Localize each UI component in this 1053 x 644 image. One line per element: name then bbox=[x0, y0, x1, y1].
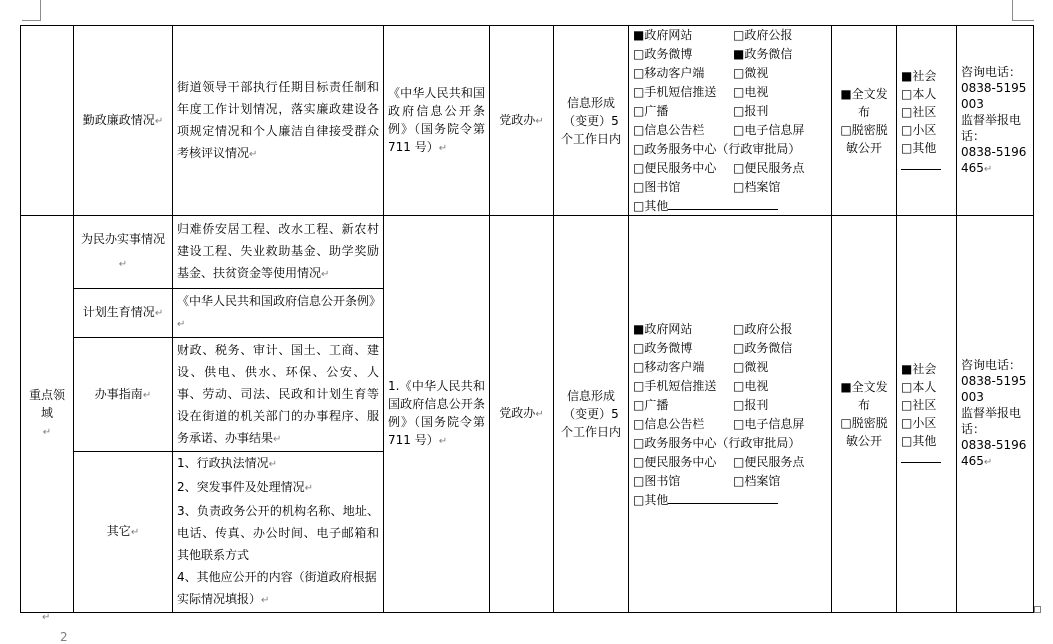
channel-option[interactable] bbox=[733, 339, 827, 357]
scope-option[interactable] bbox=[836, 378, 892, 414]
channel-option[interactable] bbox=[633, 453, 733, 471]
audience-option[interactable] bbox=[901, 103, 952, 121]
unchecked-box-icon: □ bbox=[633, 492, 645, 507]
channel-option[interactable] bbox=[733, 159, 827, 177]
channel-option[interactable] bbox=[733, 320, 827, 338]
content-cell: 财政、税务、审计、国土、工商、建设、供电、供水、环保、公安、人事、劳动、司法、民政和计划生育等设在街道的机关部门的办事程序、服务承诺、办事结果↵ bbox=[173, 338, 384, 452]
consult-phone: 0838-5195003 bbox=[961, 374, 1027, 404]
unchecked-box-icon: □ bbox=[733, 473, 745, 488]
contact-cell bbox=[957, 26, 1034, 216]
channel-option[interactable] bbox=[633, 472, 733, 490]
fill-in-blank[interactable] bbox=[668, 197, 778, 210]
fill-in-blank[interactable] bbox=[901, 157, 941, 170]
consult-label: 咨询电话： bbox=[961, 358, 1022, 372]
channel-option[interactable] bbox=[733, 472, 827, 490]
unchecked-box-icon: □ bbox=[901, 86, 913, 101]
content-line: 2、突发事件及处理情况↵ bbox=[177, 480, 314, 494]
checkbox-label: 档案馆 bbox=[744, 180, 781, 194]
checkbox-label: 图书馆 bbox=[644, 180, 681, 194]
unchecked-box-icon: □ bbox=[733, 66, 745, 80]
checkbox-label: 移动客户端 bbox=[644, 66, 705, 80]
unchecked-box-icon: □ bbox=[733, 28, 745, 42]
content-cell: 《中华人民共和国政府信息公开条例》↵ bbox=[173, 289, 384, 338]
fill-in-blank[interactable] bbox=[901, 450, 941, 463]
channel-option[interactable] bbox=[633, 140, 827, 158]
channel-option[interactable] bbox=[733, 396, 827, 414]
checkbox-label: 便民服务点 bbox=[744, 454, 805, 469]
unchecked-box-icon: □ bbox=[733, 416, 745, 431]
channel-option[interactable] bbox=[633, 64, 733, 82]
unchecked-box-icon: □ bbox=[633, 359, 645, 374]
time-cell: 信息形成（变更）5 个工作日内 bbox=[554, 26, 629, 216]
channel-list bbox=[633, 320, 827, 509]
consult-label: 咨询电话： bbox=[961, 64, 1022, 79]
basis-cell: 1.《中华人民共和国政府信息公开条例》（国务院令第 711 号）↵ bbox=[384, 216, 490, 613]
basis-cell: 《中华人民共和国政府信息公开条例》（国务院令第 711 号）↵ bbox=[384, 26, 490, 216]
channel-option[interactable] bbox=[733, 102, 827, 120]
checkbox-label: 社区 bbox=[912, 398, 937, 412]
channel-option[interactable] bbox=[633, 178, 733, 196]
checkbox-label: 政府公报 bbox=[744, 321, 793, 336]
unchecked-box-icon: □ bbox=[633, 85, 645, 99]
scope-option[interactable] bbox=[836, 85, 892, 121]
checked-box-icon: ■ bbox=[840, 380, 852, 394]
checkbox-label: 移动客户端 bbox=[644, 359, 705, 374]
checkbox-label: 政务微博 bbox=[644, 47, 693, 61]
unchecked-box-icon: □ bbox=[901, 434, 913, 448]
checked-box-icon: ■ bbox=[901, 362, 913, 376]
unchecked-box-icon: □ bbox=[901, 398, 913, 412]
checkbox-label: 其他 bbox=[644, 199, 669, 213]
unchecked-box-icon: □ bbox=[633, 161, 645, 175]
channel-option[interactable] bbox=[633, 26, 733, 44]
checkbox-label: 手机短信推送 bbox=[644, 378, 717, 393]
checkbox-label: 广播 bbox=[644, 397, 669, 412]
checkbox-label: 政务微博 bbox=[644, 340, 693, 355]
unchecked-box-icon: □ bbox=[633, 473, 645, 488]
unchecked-box-icon: □ bbox=[733, 359, 745, 374]
unchecked-box-icon: □ bbox=[901, 380, 913, 394]
channels-cell bbox=[629, 26, 832, 216]
checkbox-label: 手机短信推送 bbox=[644, 85, 717, 99]
checkbox-label: 报刊 bbox=[744, 104, 769, 118]
consult-phone: 0838-5195003 bbox=[961, 80, 1027, 111]
channel-option[interactable] bbox=[733, 64, 827, 82]
checkbox-label: 广播 bbox=[644, 104, 669, 118]
checkbox-label: 图书馆 bbox=[644, 473, 681, 488]
checkbox-label: 电视 bbox=[744, 85, 769, 99]
channel-option[interactable] bbox=[733, 178, 827, 196]
item-cell: 计划生育情况↵ bbox=[74, 289, 173, 338]
checkbox-label: 信息公告栏 bbox=[644, 416, 705, 431]
channel-option[interactable] bbox=[633, 320, 733, 338]
checkbox-label: 小区 bbox=[912, 122, 937, 137]
checkbox-label: 报刊 bbox=[744, 397, 769, 412]
unchecked-box-icon: □ bbox=[633, 104, 645, 118]
channel-option[interactable] bbox=[733, 45, 827, 63]
unchecked-box-icon: □ bbox=[633, 199, 645, 213]
channel-option[interactable] bbox=[633, 159, 733, 177]
checkbox-label: 全文发布 bbox=[851, 380, 888, 412]
checkbox-label: 便民服务点 bbox=[744, 161, 805, 175]
item-cell: 其它↵ bbox=[74, 452, 173, 613]
content-cell: 归难侨安居工程、改水工程、新农村建设工程、失业救助基金、助学奖励基金、扶贫资金等使用情况↵ bbox=[173, 216, 384, 289]
unchecked-box-icon: □ bbox=[733, 104, 745, 118]
unchecked-box-icon: □ bbox=[733, 161, 745, 175]
disclosure-table bbox=[20, 25, 1034, 613]
checkbox-label: 本人 bbox=[912, 380, 937, 394]
channel-option[interactable] bbox=[633, 339, 733, 357]
content-line: 4、其他应公开的内容（街道政府根据实际情况填报）↵ bbox=[177, 570, 377, 606]
item-cell: 办事指南↵ bbox=[74, 338, 173, 452]
audience-option[interactable] bbox=[901, 85, 952, 103]
checkbox-label: 政务服务中心（行政审批局） bbox=[644, 142, 801, 156]
checked-box-icon: ■ bbox=[633, 321, 645, 336]
checkbox-label: 政务微信 bbox=[744, 47, 793, 61]
audience-option[interactable] bbox=[901, 378, 952, 396]
channel-option[interactable] bbox=[633, 434, 827, 452]
table-row bbox=[21, 26, 1034, 216]
checkbox-label: 便民服务中心 bbox=[644, 161, 717, 175]
crop-mark bbox=[1012, 20, 1034, 21]
checkbox-label: 全文发布 bbox=[851, 86, 888, 119]
checkbox-label: 电视 bbox=[744, 378, 769, 393]
checkbox-label: 微视 bbox=[744, 359, 769, 374]
channel-option[interactable] bbox=[633, 396, 733, 414]
checkbox-label: 其他 bbox=[912, 434, 937, 448]
channel-option[interactable] bbox=[633, 121, 733, 139]
channel-option[interactable] bbox=[733, 358, 827, 376]
checkbox-label: 政务服务中心（行政审批局） bbox=[644, 435, 801, 450]
audience-cell bbox=[897, 26, 957, 216]
channel-option[interactable] bbox=[633, 491, 827, 509]
checkbox-label: 档案馆 bbox=[744, 473, 781, 488]
channels-cell bbox=[629, 216, 832, 613]
scope-cell bbox=[832, 26, 897, 216]
checked-box-icon: ■ bbox=[733, 47, 745, 61]
audience-option[interactable] bbox=[901, 396, 952, 414]
crop-mark bbox=[40, 0, 41, 20]
scope-option[interactable] bbox=[836, 121, 892, 157]
checkbox-label: 社区 bbox=[912, 104, 937, 119]
dept-cell: 党政办↵ bbox=[490, 216, 554, 613]
table-row bbox=[21, 216, 1034, 289]
unchecked-box-icon: □ bbox=[840, 122, 852, 137]
checkbox-label: 政务微信 bbox=[744, 340, 793, 355]
unchecked-box-icon: □ bbox=[733, 378, 745, 393]
unchecked-box-icon: □ bbox=[633, 66, 645, 80]
checkbox-label: 本人 bbox=[912, 86, 937, 101]
content-cell bbox=[173, 452, 384, 613]
unchecked-box-icon: □ bbox=[733, 321, 745, 336]
channel-option[interactable] bbox=[633, 83, 733, 101]
audience-option[interactable] bbox=[901, 414, 952, 432]
checkbox-label: 政府公报 bbox=[744, 28, 793, 42]
time-cell: 信息形成（变更）5 个工作日内 bbox=[554, 216, 629, 613]
checkbox-label: 其他 bbox=[912, 140, 937, 155]
channel-option[interactable] bbox=[633, 377, 733, 395]
channel-option[interactable] bbox=[733, 415, 827, 433]
fill-in-blank[interactable] bbox=[668, 491, 778, 504]
item-cell: 为民办实事情况↵ bbox=[74, 216, 173, 289]
checked-box-icon: ■ bbox=[901, 68, 913, 83]
unchecked-box-icon: □ bbox=[633, 397, 645, 412]
unchecked-box-icon: □ bbox=[633, 47, 645, 61]
unchecked-box-icon: □ bbox=[733, 397, 745, 412]
content-cell: 街道领导干部执行任期目标责任制和年度工作计划情况，落实廉政建设各项规定情况和个人廉洁自律接受群众考核评议情况↵ bbox=[173, 26, 384, 216]
channel-option[interactable] bbox=[633, 197, 827, 215]
checked-box-icon: ■ bbox=[840, 86, 852, 101]
report-label: 监督举报电话： bbox=[961, 112, 1022, 143]
checkbox-label: 便民服务中心 bbox=[644, 454, 717, 469]
unchecked-box-icon: □ bbox=[633, 454, 645, 469]
category-cell bbox=[21, 26, 74, 216]
checkbox-label: 信息公告栏 bbox=[644, 123, 705, 137]
unchecked-box-icon: □ bbox=[733, 85, 745, 99]
unchecked-box-icon: □ bbox=[733, 454, 745, 469]
channel-option[interactable] bbox=[633, 415, 733, 433]
checkbox-label: 脱密脱敏公开 bbox=[845, 416, 888, 448]
report-phone: 0838-5196465↵ bbox=[961, 144, 1027, 175]
checkbox-label: 政府网站 bbox=[644, 28, 693, 42]
unchecked-box-icon: □ bbox=[633, 340, 645, 355]
channel-option[interactable] bbox=[633, 102, 733, 120]
unchecked-box-icon: □ bbox=[633, 142, 645, 156]
audience-option[interactable] bbox=[901, 360, 952, 378]
scope-cell bbox=[832, 216, 897, 613]
unchecked-box-icon: □ bbox=[901, 104, 913, 119]
checked-box-icon: ■ bbox=[633, 28, 645, 42]
checkbox-label: 脱密脱敏公开 bbox=[845, 122, 888, 155]
unchecked-box-icon: □ bbox=[633, 416, 645, 431]
channel-option[interactable] bbox=[733, 377, 827, 395]
table-end-marker bbox=[1034, 606, 1041, 613]
page-number: 2 bbox=[60, 630, 68, 644]
checkbox-label: 电子信息屏 bbox=[744, 123, 805, 137]
unchecked-box-icon: □ bbox=[733, 123, 745, 137]
channel-option[interactable] bbox=[633, 45, 733, 63]
contact-cell bbox=[957, 216, 1034, 613]
dept-cell: 党政办↵ bbox=[490, 26, 554, 216]
checkbox-label: 政府网站 bbox=[644, 321, 693, 336]
checkbox-label: 电子信息屏 bbox=[744, 416, 805, 431]
content-line: 3、负责政务公开的机构名称、地址、电话、传真、办公时间、电子邮箱和其他联系方式 bbox=[177, 504, 379, 562]
channel-list bbox=[633, 26, 827, 215]
unchecked-box-icon: □ bbox=[840, 416, 852, 430]
audience-cell bbox=[897, 216, 957, 613]
checkbox-label: 微视 bbox=[744, 66, 769, 80]
unchecked-box-icon: □ bbox=[901, 416, 913, 430]
paragraph-mark: ↵ bbox=[42, 612, 51, 623]
audience-option[interactable] bbox=[901, 121, 952, 139]
unchecked-box-icon: □ bbox=[733, 340, 745, 355]
unchecked-box-icon: □ bbox=[733, 180, 745, 194]
item-cell: 勤政廉政情况↵ bbox=[74, 26, 173, 216]
channel-option[interactable] bbox=[733, 83, 827, 101]
audience-option[interactable] bbox=[901, 432, 952, 450]
unchecked-box-icon: □ bbox=[633, 180, 645, 194]
unchecked-box-icon: □ bbox=[633, 435, 645, 450]
category-cell: 重点领域 ↵ bbox=[21, 216, 74, 613]
checkbox-label: 小区 bbox=[912, 416, 937, 430]
content-line: 1、行政执法情况↵ bbox=[177, 456, 278, 470]
audience-option[interactable] bbox=[901, 139, 952, 157]
unchecked-box-icon: □ bbox=[901, 122, 913, 137]
checkbox-label: 社会 bbox=[912, 68, 937, 83]
channel-option[interactable] bbox=[733, 453, 827, 471]
channel-option[interactable] bbox=[633, 358, 733, 376]
scope-option[interactable] bbox=[836, 414, 892, 450]
checkbox-label: 社会 bbox=[912, 362, 937, 376]
report-phone: 0838-5196465↵ bbox=[961, 438, 1027, 468]
channel-option[interactable] bbox=[733, 121, 827, 139]
channel-option[interactable] bbox=[733, 26, 827, 44]
checkbox-label: 其他 bbox=[644, 492, 669, 507]
audience-option[interactable] bbox=[901, 67, 952, 85]
unchecked-box-icon: □ bbox=[901, 140, 913, 155]
unchecked-box-icon: □ bbox=[633, 378, 645, 393]
report-label: 监督举报电话： bbox=[961, 406, 1022, 436]
crop-mark bbox=[22, 20, 41, 21]
crop-mark bbox=[1012, 0, 1013, 20]
unchecked-box-icon: □ bbox=[633, 123, 645, 137]
